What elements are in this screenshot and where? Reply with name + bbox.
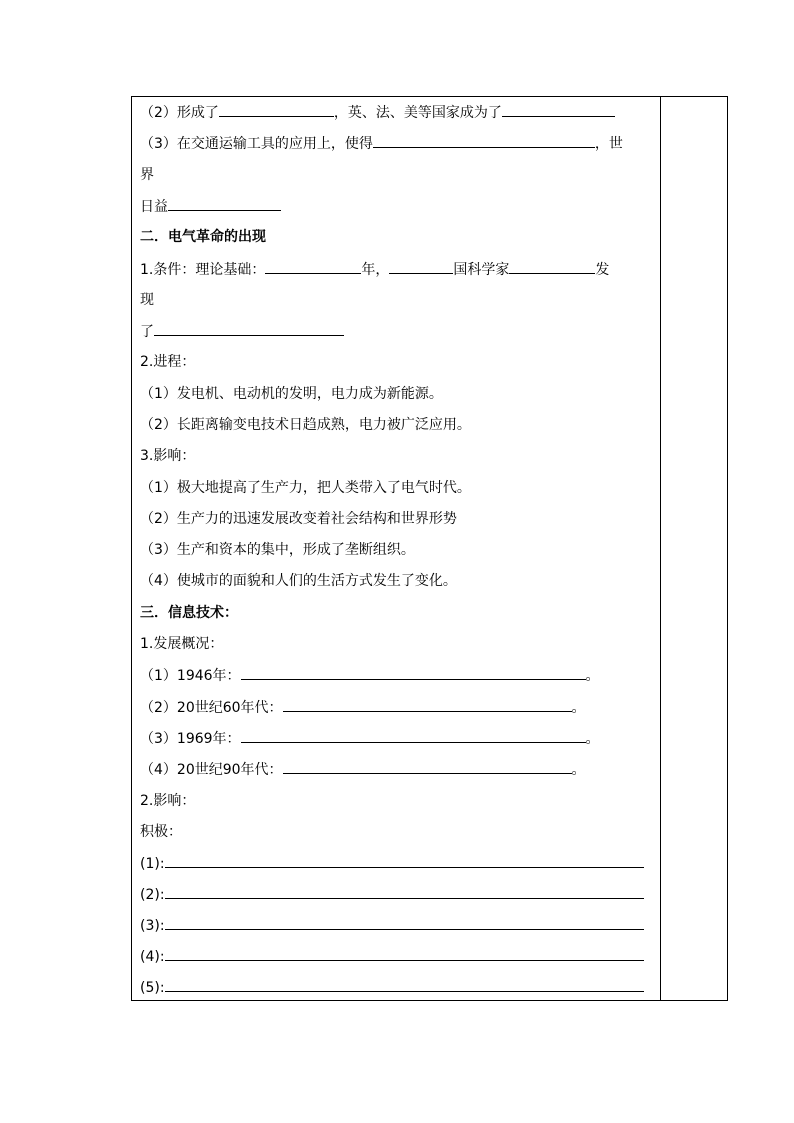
section2-heading: 二．电气革命的出现 (140, 229, 266, 245)
blank-s3-1946[interactable] (241, 662, 586, 680)
s1-item3: （3）在交通运输工具的应用上，使得 ，世 (140, 130, 623, 156)
blank-s1-item2-b[interactable] (502, 99, 615, 117)
section3-heading: 三．信息技术： (140, 605, 238, 621)
s2-process-heading: 2.进程： (140, 354, 196, 370)
s2-impact-item-3: （3）生产和资本的集中，形成了垄断组织。 (140, 542, 415, 558)
blank-s3-positive-1[interactable] (165, 850, 644, 868)
blank-s1-item3[interactable] (373, 130, 595, 148)
s2-condition: 1.条件：理论基础： 年， 国科学家 发 (140, 256, 609, 282)
blank-s3-1990s[interactable] (283, 756, 572, 774)
s3-positive-item-1: (1): (140, 850, 644, 876)
blank-s2-year[interactable] (265, 256, 361, 274)
blank-s3-positive-4[interactable] (165, 943, 644, 961)
s3-overview-item-2: （2）20世纪60年代： 。 (140, 694, 586, 720)
s3-overview-item-4: （4）20世纪90年代： 。 (140, 756, 586, 782)
s3-positive-item-4: (4): (140, 943, 644, 969)
s3-overview-heading: 1.发展概况： (140, 636, 224, 652)
s2-impact-heading: 3.影响： (140, 448, 196, 464)
blank-s3-1969[interactable] (241, 725, 586, 743)
blank-s3-positive-5[interactable] (165, 974, 644, 992)
s1-item3-wrap: 界 (140, 167, 154, 183)
s3-impact-heading: 2.影响： (140, 793, 196, 809)
s2-process-item-1: （1）发电机、电动机的发明，电力成为新能源。 (140, 386, 443, 402)
blank-s2-country[interactable] (389, 256, 453, 274)
table-column-divider (660, 96, 661, 1001)
s3-positive-item-3: (3): (140, 912, 644, 938)
s2-impact-item-4: （4）使城市的面貌和人们的生活方式发生了变化。 (140, 573, 457, 589)
s3-positive-item-2: (2): (140, 881, 644, 907)
blank-s2-discovery[interactable] (154, 318, 344, 336)
blank-s1-item3-line3[interactable] (168, 193, 281, 211)
blank-s3-1960s[interactable] (283, 694, 572, 712)
s2-process-item-2: （2）长距离输变电技术日趋成熟，电力被广泛应用。 (140, 417, 471, 433)
s3-overview-item-3: （3）1969年： 。 (140, 725, 600, 751)
s1-item3-line3: 日益 (140, 193, 281, 219)
s2-impact-item-1: （1）极大地提高了生产力，把人类带入了电气时代。 (140, 480, 471, 496)
blank-s3-positive-3[interactable] (165, 912, 644, 930)
blank-s1-item2-a[interactable] (219, 99, 334, 117)
s2-condition-wrap: 现 (140, 292, 154, 308)
s3-positive-item-5: (5): (140, 974, 644, 1000)
s3-positive-heading: 积极： (140, 824, 182, 840)
s2-condition-line3: 了 (140, 318, 344, 344)
blank-s3-positive-2[interactable] (165, 881, 644, 899)
s1-item2: （2）形成了 ，英、法、美等国家成为了 (140, 99, 615, 125)
s3-overview-item-1: （1）1946年： 。 (140, 662, 600, 688)
blank-s2-scientist[interactable] (509, 256, 595, 274)
s2-impact-item-2: （2）生产力的迅速发展改变着社会结构和世界形势 (140, 511, 457, 527)
